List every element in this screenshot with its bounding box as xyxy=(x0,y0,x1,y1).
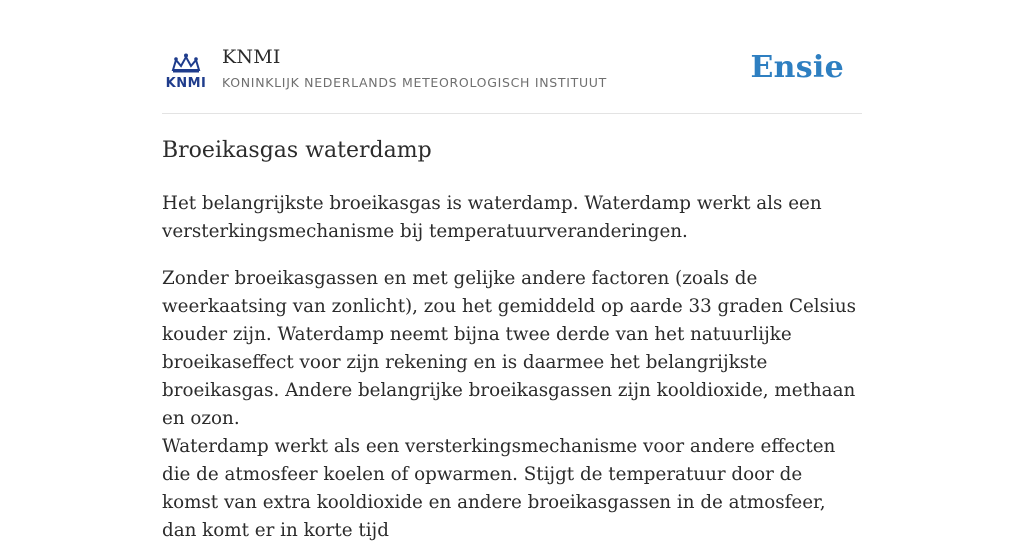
org-subtitle: KONINKLIJK NEDERLANDS METEOROLOGISCH INSTITUUT xyxy=(222,75,607,90)
knmi-crown-logo-icon[interactable] xyxy=(164,50,208,90)
article-paragraph: Het belangrijkste broeikasgas is waterdamp. Waterdamp werkt als een versterkingsmechanisme bij temperatuurveranderingen. xyxy=(162,193,822,242)
ensie-brand-logo[interactable]: Ensie xyxy=(750,50,844,85)
article-title: Broeikasgas waterdamp xyxy=(162,138,432,163)
svg-text:KNMI: KNMI xyxy=(165,76,207,90)
org-name: KNMI xyxy=(222,46,281,68)
article-paragraph: Waterdamp werkt als een versterkingsmechanisme voor andere effecten die de atmosfeer koelen of opwarmen. Stijgt de temperatuur door de komst van extra kooldioxide en andere broeikasgassen in de atmosfeer, dan komt er in korte tijd xyxy=(162,436,836,541)
header xyxy=(162,0,862,114)
page xyxy=(162,0,862,541)
article-paragraph: Zonder broeikasgassen en met gelijke andere factoren (zoals de weerkaatsing van zonlicht), zou het gemiddeld op aarde 33 graden Celsius kouder zijn. Waterdamp neemt bijna twee derde van het natuurlijke broeikaseffect voor zijn rekening en is daarmee het belangrijkste broeikasgas. Andere belangrijke broeikasgassen zijn kooldioxide, methaan en ozon. xyxy=(162,268,857,429)
